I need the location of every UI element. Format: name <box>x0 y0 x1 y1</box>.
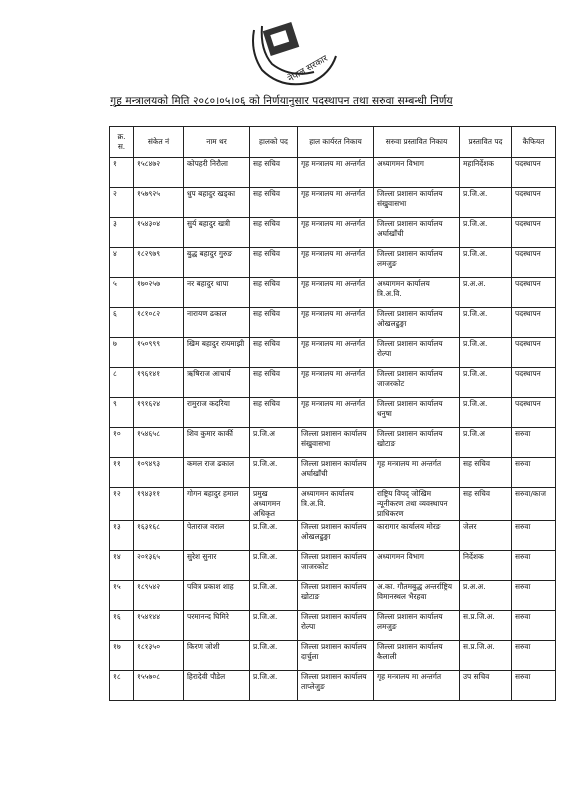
name-cell: कोपहरी निरौला <box>184 158 250 188</box>
name-cell: रामुराज कदरिया <box>184 398 250 428</box>
current-office-cell: जिल्ला प्रशासन कार्यालय ओखलढुङ्गा <box>298 521 374 551</box>
remarks-cell: पदस्थापन <box>512 158 556 188</box>
current-office-cell: गृह मन्त्रालय मा अन्तर्गत <box>298 278 374 308</box>
current-post-cell: प्र.जि.अ. <box>250 641 298 671</box>
code-cell: १८१०८२ <box>134 308 184 338</box>
code-cell: १५५७०८ <box>134 671 184 701</box>
serial-cell: २ <box>110 188 134 218</box>
column-header: सरुवा प्रस्तावित निकाय <box>374 127 460 158</box>
proposed-office-cell: जिल्ला प्रशासन कार्यालय लमजुङ <box>374 248 460 278</box>
code-cell: १५०९९९ <box>134 338 184 368</box>
current-office-cell: गृह मन्त्रालय मा अन्तर्गत <box>298 218 374 248</box>
current-office-cell: जिल्ला प्रशासन कार्यालय अर्घाखाँची <box>298 458 374 488</box>
table-row <box>110 308 556 338</box>
column-header: नाम थर <box>184 127 250 158</box>
name-cell: धुप बहादुर खड्का <box>184 188 250 218</box>
proposed-post-cell: स.प्र.जि.अ. <box>460 611 512 641</box>
name-cell: हिरादेवी पौडेल <box>184 671 250 701</box>
name-cell: बुद्ध बहादुर गुरुङ <box>184 248 250 278</box>
current-office-cell: गृह मन्त्रालय मा अन्तर्गत <box>298 248 374 278</box>
proposed-office-cell: जिल्ला प्रशासन कार्यालय कैलाली <box>374 641 460 671</box>
table-row <box>110 218 556 248</box>
serial-cell: ५ <box>110 278 134 308</box>
proposed-office-cell: जिल्ला प्रशासन कार्यालय संखुवासभा <box>374 188 460 218</box>
table-row <box>110 248 556 278</box>
table-row <box>110 521 556 551</box>
serial-cell: १० <box>110 428 134 458</box>
remarks-cell: पदस्थापन <box>512 218 556 248</box>
table-row <box>110 428 556 458</box>
column-header: हालको पद <box>250 127 298 158</box>
proposed-office-cell: जिल्ला प्रशासन कार्यालय खोटाङ <box>374 428 460 458</box>
name-cell: परमानन्द घिमिरे <box>184 611 250 641</box>
code-cell: १५४६५८ <box>134 428 184 458</box>
serial-cell: १२ <box>110 488 134 521</box>
code-cell: १९६१४१ <box>134 368 184 398</box>
current-post-cell: प्र.जि.अ. <box>250 458 298 488</box>
current-post-cell: सह सचिव <box>250 308 298 338</box>
column-header: संकेत नं <box>134 127 184 158</box>
table-row <box>110 581 556 611</box>
proposed-post-cell: प्र.अ.अ. <box>460 278 512 308</box>
proposed-post-cell: प्र.जि.अ. <box>460 218 512 248</box>
remarks-cell: सरुवा <box>512 611 556 641</box>
proposed-office-cell: अध्यागमन विभाग <box>374 551 460 581</box>
remarks-cell: पदस्थापन <box>512 248 556 278</box>
proposed-office-cell: जिल्ला प्रशासन कार्यालय लमजुङ <box>374 611 460 641</box>
table-row <box>110 671 556 701</box>
table-row <box>110 338 556 368</box>
column-header: हाल कार्यरत निकाय <box>298 127 374 158</box>
current-post-cell: सह सचिव <box>250 278 298 308</box>
proposed-post-cell: उप सचिव <box>460 671 512 701</box>
code-cell: १०९४९३ <box>134 458 184 488</box>
proposed-post-cell: सह सचिव <box>460 488 512 521</box>
proposed-post-cell: प्र.जि.अ. <box>460 248 512 278</box>
column-header: प्रस्तावित पद <box>460 127 512 158</box>
table-row <box>110 188 556 218</box>
code-cell: १७०२५७ <box>134 278 184 308</box>
remarks-cell: सरुवा <box>512 428 556 458</box>
name-cell: किरण जोशी <box>184 641 250 671</box>
proposed-post-cell: महानिर्देशक <box>460 158 512 188</box>
proposed-office-cell: कारागार कार्यालय मोरङ <box>374 521 460 551</box>
serial-cell: १ <box>110 158 134 188</box>
code-cell: १५४१४४ <box>134 611 184 641</box>
current-office-cell: गृह मन्त्रालय मा अन्तर्गत <box>298 188 374 218</box>
current-office-cell: गृह मन्त्रालय मा अन्तर्गत <box>298 398 374 428</box>
current-office-cell: जिल्ला प्रशासन कार्यालय संखुवासभा <box>298 428 374 458</box>
column-header: क्र. स. <box>110 127 134 158</box>
proposed-post-cell: जेलर <box>460 521 512 551</box>
remarks-cell: पदस्थापन <box>512 188 556 218</box>
table-header-row <box>110 127 556 158</box>
current-post-cell: सह सचिव <box>250 338 298 368</box>
proposed-office-cell: अ.का. गौतमबुद्ध अन्तर्राष्ट्रिय विमानस्थल भैरहवा <box>374 581 460 611</box>
serial-cell: १३ <box>110 521 134 551</box>
proposed-office-cell: जिल्ला प्रशासन कार्यालय जाजरकोट <box>374 368 460 398</box>
name-cell: पवित्र प्रकाश शाह <box>184 581 250 611</box>
proposed-office-cell: अध्यागमन कार्यालय त्रि.अ.वि. <box>374 278 460 308</box>
proposed-office-cell: जिल्ला प्रशासन कार्यालय अर्घाखाँची <box>374 218 460 248</box>
serial-cell: ३ <box>110 218 134 248</box>
remarks-cell: पदस्थापन <box>512 398 556 428</box>
code-cell: १८१३५० <box>134 641 184 671</box>
current-office-cell: अध्यागमन कार्यालय त्रि.अ.वि. <box>298 488 374 521</box>
svg-text:नेपाल सरकार: नेपाल सरकार <box>286 53 330 85</box>
current-post-cell: प्र.जि.अ <box>250 428 298 458</box>
proposed-post-cell: प्र.जि.अ. <box>460 398 512 428</box>
current-post-cell: सह सचिव <box>250 248 298 278</box>
name-cell: शिव कुमार कार्की <box>184 428 250 458</box>
table-row <box>110 488 556 521</box>
proposed-office-cell: जिल्ला प्रशासन कार्यालय धनुषा <box>374 398 460 428</box>
proposed-office-cell: जिल्ला प्रशासन कार्यालय ओखलढुङ्गा <box>374 308 460 338</box>
serial-cell: ४ <box>110 248 134 278</box>
serial-cell: ८ <box>110 368 134 398</box>
table-row <box>110 611 556 641</box>
current-office-cell: जिल्ला प्रशासन कार्यालय दार्चुला <box>298 641 374 671</box>
code-cell: १६३१६८ <box>134 521 184 551</box>
proposed-office-cell: अध्यागमन विभाग <box>374 158 460 188</box>
current-office-cell: जिल्ला प्रशासन कार्यालय खोटाङ <box>298 581 374 611</box>
current-office-cell: गृह मन्त्रालय मा अन्तर्गत <box>298 338 374 368</box>
name-cell: कमल राज ढकाल <box>184 458 250 488</box>
code-cell: २०१३६५ <box>134 551 184 581</box>
current-office-cell: जिल्ला प्रशासन कार्यालय रोल्पा <box>298 611 374 641</box>
table-row <box>110 458 556 488</box>
code-cell: १९१६२४ <box>134 398 184 428</box>
name-cell: गोगन बहादुर हमाल <box>184 488 250 521</box>
table-row <box>110 368 556 398</box>
table-body <box>110 158 556 701</box>
name-cell: नर बहादुर थापा <box>184 278 250 308</box>
serial-cell: १४ <box>110 551 134 581</box>
current-office-cell: गृह मन्त्रालय मा अन्तर्गत <box>298 158 374 188</box>
proposed-office-cell: राष्ट्रिय विपद् जोखिम न्यूनीकरण तथा व्यवस्थापन प्राधिकरण <box>374 488 460 521</box>
current-post-cell: सह सचिव <box>250 398 298 428</box>
remarks-cell: सरुवा <box>512 521 556 551</box>
remarks-cell: सरुवा <box>512 581 556 611</box>
serial-cell: ६ <box>110 308 134 338</box>
remarks-cell: पदस्थापन <box>512 278 556 308</box>
remarks-cell: सरुवा <box>512 671 556 701</box>
remarks-cell: पदस्थापन <box>512 308 556 338</box>
name-cell: सुर्य बहादुर खत्री <box>184 218 250 248</box>
proposed-post-cell: प्र.जि.अ. <box>460 368 512 398</box>
current-post-cell: प्रमुख अध्यागमन अधिकृत <box>250 488 298 521</box>
remarks-cell: पदस्थापन <box>512 338 556 368</box>
current-office-cell: गृह मन्त्रालय मा अन्तर्गत <box>298 368 374 398</box>
serial-cell: ९ <box>110 398 134 428</box>
remarks-cell: पदस्थापन <box>512 368 556 398</box>
column-header: कैफियत <box>512 127 556 158</box>
remarks-cell: सरुवा/काज <box>512 488 556 521</box>
proposed-office-cell: गृह मन्त्रालय मा अन्तर्गत <box>374 671 460 701</box>
code-cell: १५८४७२ <box>134 158 184 188</box>
serial-cell: ११ <box>110 458 134 488</box>
serial-cell: १८ <box>110 671 134 701</box>
code-cell: १९४३११ <box>134 488 184 521</box>
table-row <box>110 278 556 308</box>
name-cell: सुरेश सुनार <box>184 551 250 581</box>
current-post-cell: प्र.जि.अ. <box>250 581 298 611</box>
government-seal-logo <box>232 12 350 98</box>
current-post-cell: प्र.जि.अ. <box>250 611 298 641</box>
serial-cell: १५ <box>110 581 134 611</box>
serial-cell: ७ <box>110 338 134 368</box>
table-row <box>110 398 556 428</box>
remarks-cell: सरुवा <box>512 641 556 671</box>
transfer-table <box>109 126 556 701</box>
current-post-cell: सह सचिव <box>250 218 298 248</box>
name-cell: नारायण ढकाल <box>184 308 250 338</box>
name-cell: खिम बहादुर रायमाझी <box>184 338 250 368</box>
code-cell: १५७९२५ <box>134 188 184 218</box>
proposed-post-cell: प्र.जि.अ <box>460 428 512 458</box>
proposed-post-cell: प्र.जि.अ. <box>460 338 512 368</box>
current-post-cell: सह सचिव <box>250 188 298 218</box>
proposed-post-cell: प्र.जि.अ. <box>460 308 512 338</box>
proposed-post-cell: सह सचिव <box>460 458 512 488</box>
current-office-cell: जिल्ला प्रशासन कार्यालय जाजरकोट <box>298 551 374 581</box>
proposed-office-cell: जिल्ला प्रशासन कार्यालय रोल्पा <box>374 338 460 368</box>
name-cell: पेताराज वराल <box>184 521 250 551</box>
table-row <box>110 551 556 581</box>
document-title: गृह मन्त्रालयको मिति २०८०।०५।०६ को निर्णयानुसार पदस्थापन तथा सरुवा सम्बन्धी निर्णय <box>110 95 453 107</box>
name-cell: ऋषिराज आचार्य <box>184 368 250 398</box>
table-row <box>110 641 556 671</box>
proposed-office-cell: गृह मन्त्रालय मा अन्तर्गत <box>374 458 460 488</box>
current-post-cell: सह सचिव <box>250 368 298 398</box>
remarks-cell: सरुवा <box>512 551 556 581</box>
serial-cell: १६ <box>110 611 134 641</box>
code-cell: १५४३०४ <box>134 218 184 248</box>
proposed-post-cell: प्र.जि.अ. <box>460 188 512 218</box>
remarks-cell: सरुवा <box>512 458 556 488</box>
current-post-cell: सह सचिव <box>250 158 298 188</box>
code-cell: १८२९७९ <box>134 248 184 278</box>
code-cell: १८९५४२ <box>134 581 184 611</box>
current-post-cell: प्र.जि.अ. <box>250 551 298 581</box>
current-office-cell: जिल्ला प्रशासन कार्यालय ताप्लेजुङ <box>298 671 374 701</box>
proposed-post-cell: प्र.अ.अ. <box>460 581 512 611</box>
current-post-cell: प्र.जि.अ. <box>250 521 298 551</box>
current-office-cell: गृह मन्त्रालय मा अन्तर्गत <box>298 308 374 338</box>
table-row <box>110 158 556 188</box>
serial-cell: १७ <box>110 641 134 671</box>
current-post-cell: प्र.जि.अ. <box>250 671 298 701</box>
proposed-post-cell: निर्देशक <box>460 551 512 581</box>
proposed-post-cell: स.प्र.जि.अ. <box>460 641 512 671</box>
